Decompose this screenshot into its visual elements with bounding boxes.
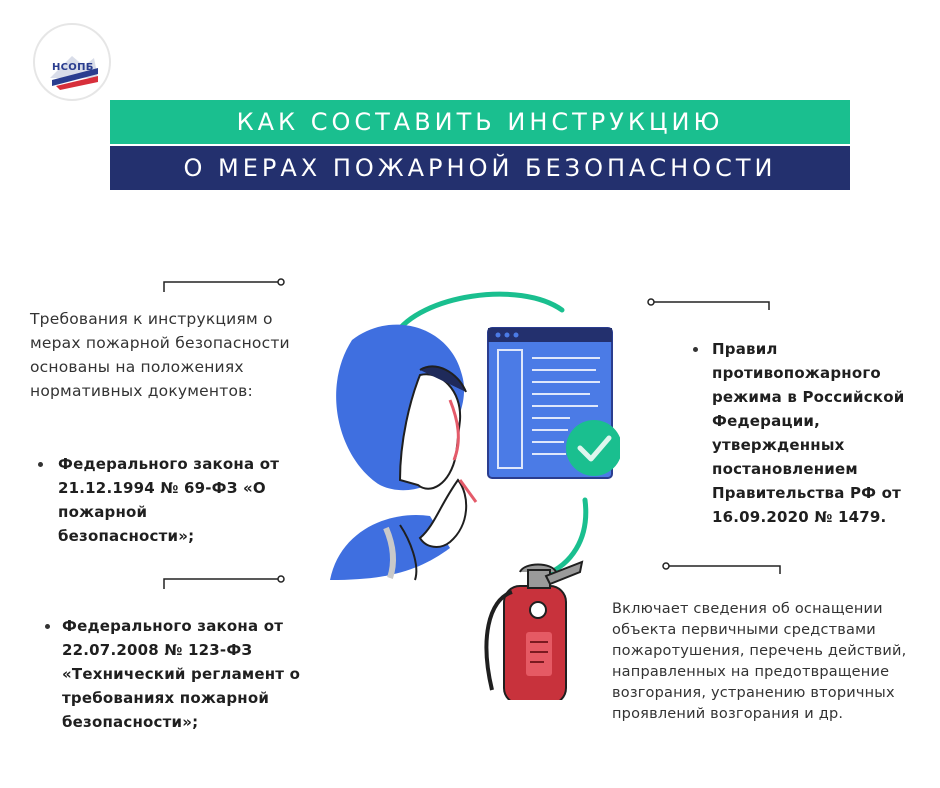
title-line-2: О МЕРАХ ПОЖАРНОЙ БЕЗОПАСНОСТИ (110, 146, 850, 190)
person-thinking-icon (330, 325, 476, 580)
law-item-69fz: Федерального закона от 21.12.1994 № 69-ФЗ «О пожарной безопасности»; (58, 455, 280, 545)
fire-extinguisher-icon (486, 562, 582, 700)
connector-line-law2 (160, 575, 290, 591)
law-item-123fz: Федерального закона от 22.07.2008 № 123-ФЗ «Технический регламент о требованиях пожарной безопасности»; (62, 617, 301, 731)
intro-text: Требования к инструкциям о мерах пожарной безопасности основаны на положениях нормативных документов: (30, 310, 290, 400)
rules-item-1479: Правил противопожарного режима в Российской Федерации, утвержденных постановлением Правительства РФ от 16.09.2020 № 1479. (712, 340, 905, 526)
bullet-icon (693, 347, 698, 352)
title-line-1: КАК СОСТАВИТЬ ИНСТРУКЦИЮ (110, 100, 850, 144)
connector-line-rules (645, 296, 775, 312)
nsopb-logo (32, 22, 112, 102)
logo-text: НСОПБ (52, 62, 94, 73)
bullet-icon (38, 462, 43, 467)
includes-text: Включает сведения об оснащении объекта первичными средствами пожаротушения, перечень действий, направленных на предотвращение возгорания, устранению вторичных проявлений возгорания и др. (612, 601, 907, 722)
connector-line-intro (160, 278, 290, 294)
bullet-icon (45, 624, 50, 629)
checkmark-icon (566, 420, 620, 476)
illustration (300, 280, 620, 700)
connector-line-includes (660, 560, 790, 578)
